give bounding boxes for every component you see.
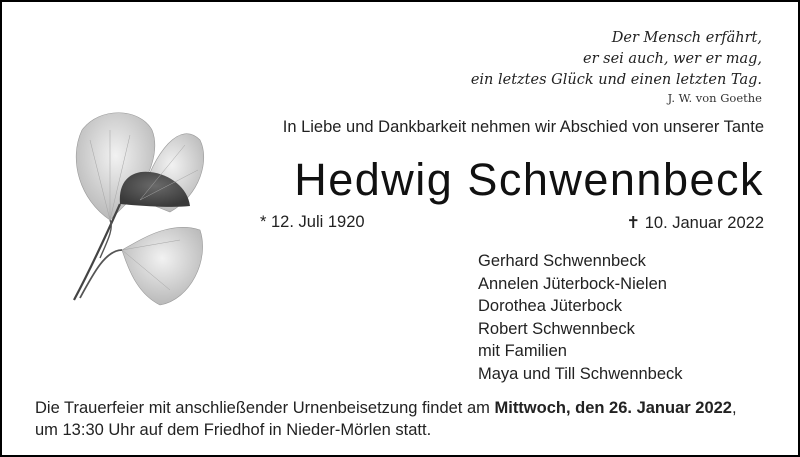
- funeral-service-info: [35, 397, 737, 441]
- intro-text: In Liebe und Dankbarkeit nehmen wir Abschied von unserer Tante: [282, 118, 764, 136]
- list-item: Dorothea Jüterbock: [478, 297, 622, 315]
- death-date: ✝ 10. Januar 2022: [626, 214, 764, 232]
- service-line-2: um 13:30 Uhr auf dem Friedhof in Nieder-Mörlen statt.: [35, 421, 432, 439]
- birth-date: * 12. Juli 1920: [260, 213, 365, 231]
- service-text-comma: ,: [731, 399, 737, 417]
- list-item: mit Familien: [478, 342, 567, 360]
- service-text-start: Die Trauerfeier mit anschließender Urnenbeisetzung findet am: [35, 399, 495, 417]
- ginkgo-leaf-icon: [60, 100, 220, 310]
- service-line-1: [35, 397, 737, 419]
- service-date: Mittwoch, den 26. Januar 2022: [494, 399, 732, 417]
- list-item: Maya und Till Schwennbeck: [478, 364, 683, 383]
- quote-author: J. W. von Goethe: [667, 91, 762, 105]
- quote-line-1: Der Mensch erfährt,: [611, 30, 762, 46]
- quote-line-3: ein letztes Glück und einen letzten Tag.: [470, 72, 762, 88]
- goethe-quote: [471, 28, 762, 105]
- quote-line-2: er sei auch, wer er mag,: [583, 51, 762, 67]
- list-item: Robert Schwennbeck: [478, 319, 635, 338]
- mourners-list: [478, 250, 683, 385]
- deceased-name: Hedwig Schwennbeck: [294, 154, 764, 205]
- list-item: Gerhard Schwennbeck: [478, 252, 646, 270]
- list-item: Annelen Jüterbock-Nielen: [478, 274, 667, 293]
